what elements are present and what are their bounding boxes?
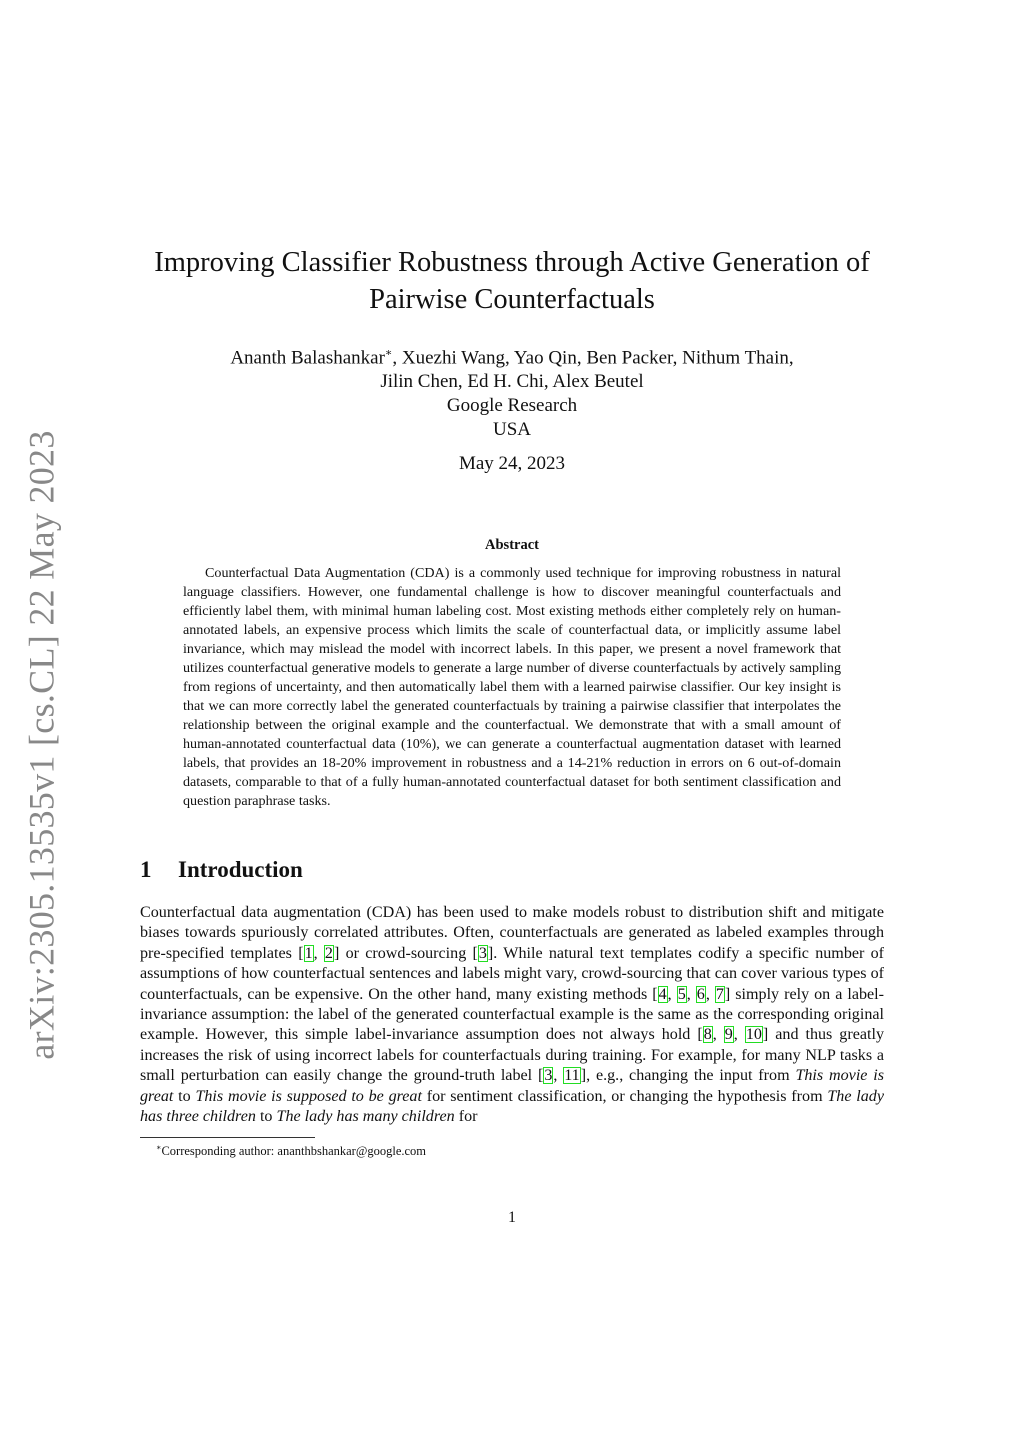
citation-separator: , (313, 944, 324, 962)
citation-link[interactable]: 3 (544, 1067, 553, 1085)
citation-separator: , (686, 985, 696, 1003)
intro-text: for (454, 1108, 478, 1126)
citation-link[interactable]: 2 (324, 944, 333, 962)
title-line-1: Improving Classifier Robustness through Active Generation of (154, 247, 870, 278)
authors-line-1b: , Xuezhi Wang, Yao Qin, Ben Packer, Nithum Thain, (392, 347, 794, 369)
arxiv-stamp-text: arXiv:2305.13535v1 [cs.CL] 22 May 2023 (22, 430, 63, 1060)
intro-text: ] simply rely on a label-invariance assumption: the label of the generated counterfactual example is the same as the corresponding original example. However, this simple label-invariance assumption does not always hold [ (140, 985, 885, 1044)
footnote-rule (140, 1137, 315, 1138)
citation-separator: , (705, 985, 715, 1003)
intro-text: ], e.g., changing the input from (580, 1067, 796, 1085)
section-heading (140, 857, 880, 883)
country: USA (492, 419, 531, 441)
abstract-heading: Abstract (485, 537, 539, 553)
example-text: The lady has many children (276, 1108, 455, 1126)
intro-text: ]. While natural text templates codify a specific number of assumptions of how counterfactual sentences and labels might vary, crowd-sourcing that can cover various types of counterfactuals, can be expensive. On the other hand, many existing methods [ (140, 944, 885, 1003)
section-title: Introduction (178, 857, 303, 882)
intro-paragraph (140, 903, 884, 1127)
example-text: This movie is supposed to be great (195, 1087, 422, 1105)
page-number: 1 (508, 1209, 516, 1226)
affiliation: Google Research (446, 395, 578, 417)
citation-link[interactable]: 11 (564, 1067, 580, 1085)
citation-link[interactable]: 5 (677, 985, 686, 1003)
arxiv-stamp (16, 430, 68, 1060)
paper-title (120, 244, 904, 318)
paper-date: May 24, 2023 (458, 453, 566, 474)
authors-line-2: Jilin Chen, Ed H. Chi, Alex Beutel (380, 371, 644, 393)
citation-link[interactable]: 9 (724, 1026, 733, 1044)
intro-text: to (255, 1108, 277, 1126)
authors-line-1a: Ananth Balashankar (230, 347, 385, 369)
author-footnote-mark[interactable]: ∗ (384, 347, 393, 359)
section-number: 1 (140, 857, 152, 882)
citation-separator: , (553, 1067, 564, 1085)
intro-text: to (173, 1087, 196, 1105)
example-text: The lady has three children (140, 1087, 884, 1126)
citation-link[interactable]: 4 (658, 985, 667, 1003)
footnote-text: Corresponding author: ananthbshankar@google.com (161, 1144, 427, 1159)
intro-text: Counterfactual data augmentation (CDA) has been used to make models robust to distribution shift and mitigate biases towards spuriously correlated attributes. Often, counterfactuals are generated as labeled examples through pre-specified templates [ (140, 904, 884, 962)
abstract-body: Counterfactual Data Augmentation (CDA) is a commonly used technique for improving robustness in natural language classifiers. However, one fundamental challenge is how to discover meaningful counterfactuals and efficiently label them, with minimal human labeling cost. Most existing methods either completely rely on human-annotated labels, an expensive process which limits the scale of counterfactual data, or implicitly assume label invariance, which may mislead the model with incorrect labels. In this paper, we present a novel framework that utilizes counterfactual generative models to generate a large number of diverse counterfactuals by actively sampling from regions of uncertainty, and then automatically label them with a learned pairwise classifier. Our key insight is that we can more correctly label the generated counterfactuals by training a pairwise classifier that interpolates the relationship between the original example and the counterfactual. We demonstrate that with a small amount of human-annotated counterfactual data (10%), we can generate a counterfactual augmentation dataset with learned labels, that provides an 18-20% improvement in robustness and a 14-21% reduction in errors on 6 out-of-domain datasets, comparable to that of a fully human-annotated counterfactual dataset for both sentiment classification and question paraphrase tasks. (183, 565, 841, 809)
citation-link[interactable]: 10 (745, 1026, 762, 1044)
footnote (156, 1143, 856, 1159)
citation-separator: , (712, 1026, 724, 1044)
footnote-mark: ∗ (156, 1143, 162, 1152)
author-block (150, 341, 874, 442)
citation-link[interactable]: 8 (703, 1026, 712, 1044)
citation-link[interactable]: 1 (304, 944, 313, 962)
intro-text: ] or crowd-sourcing [ (333, 944, 478, 962)
intro-text: ] and thus greatly increases the risk of using incorrect labels for counterfactuals during training. For example, for many NLP tasks a small perturbation can easily change the ground-truth label [ (140, 1026, 884, 1085)
citation-link[interactable]: 3 (478, 944, 487, 962)
citation-link[interactable]: 7 (715, 985, 724, 1003)
citation-separator: , (667, 985, 677, 1003)
example-text: This movie is great (140, 1067, 885, 1105)
citation-separator: , (733, 1026, 745, 1044)
intro-text: for sentiment classification, or changing the hypothesis from (421, 1087, 828, 1105)
citation-link[interactable]: 6 (696, 985, 705, 1003)
title-line-2: Pairwise Counterfactuals (369, 284, 655, 315)
